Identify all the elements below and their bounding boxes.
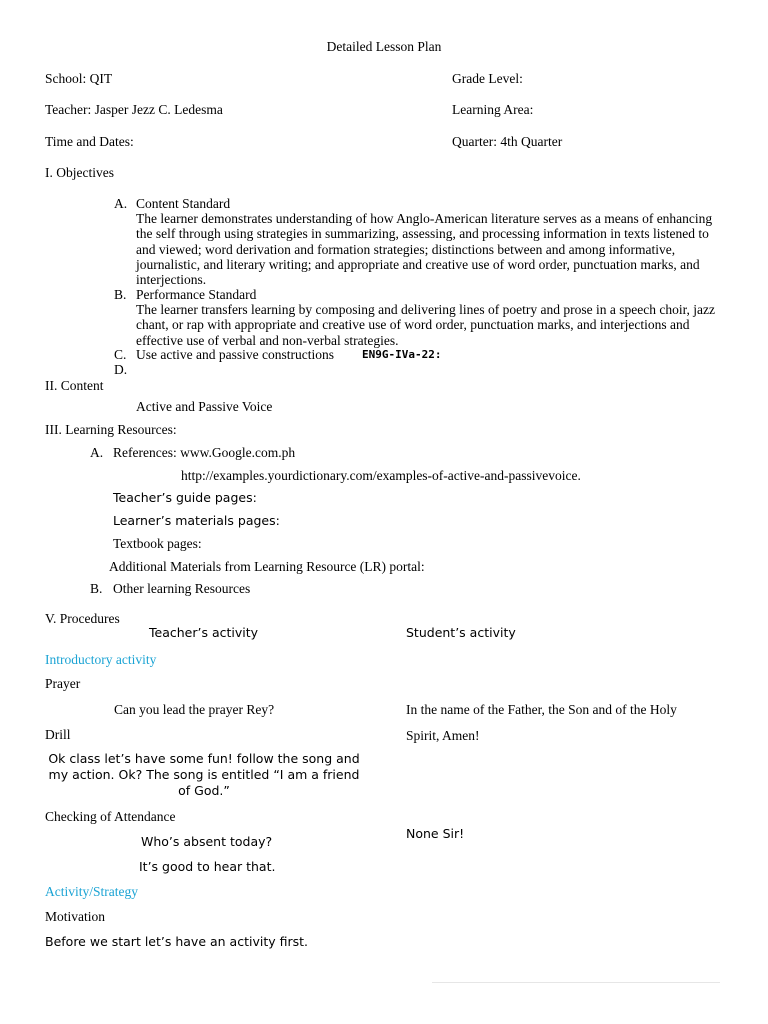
drill-instruction-line-2: my action. Ok? The song is entitled “I am a friend: [48, 767, 360, 782]
quarter-label: Quarter: 4th Quarter: [452, 134, 563, 149]
references-line: References: www.Google.com.ph: [113, 445, 296, 460]
document-title: Detailed Lesson Plan: [326, 39, 442, 54]
objectives-heading: I. Objectives: [45, 165, 114, 180]
drill-label: Drill: [45, 727, 71, 742]
content-topic: Active and Passive Voice: [136, 399, 273, 414]
prayer-answer-line-2: Spirit, Amen!: [406, 728, 480, 743]
resource-a-marker: A.: [90, 445, 104, 460]
competency-code: EN9G-IVa-22:: [362, 348, 442, 361]
prayer-answer-line-1: In the name of the Father, the Son and of the Holy: [406, 702, 677, 717]
content-standard-title: Content Standard: [136, 196, 231, 211]
teachers-guide-pages: Teacher’s guide pages:: [113, 490, 257, 505]
prayer-label: Prayer: [45, 676, 81, 691]
introductory-activity-heading: Introductory activity: [45, 652, 157, 667]
objective-c-text: Use active and passive constructions: [136, 347, 334, 362]
other-learning-resources: Other learning Resources: [113, 581, 251, 596]
objective-c-marker: C.: [114, 347, 127, 362]
teacher-label: Teacher: Jasper Jezz C. Ledesma: [45, 102, 223, 117]
student-activity-column-header: Student’s activity: [406, 625, 516, 640]
objective-b-marker: B.: [114, 287, 127, 302]
before-start-remark: Before we start let’s have an activity first.: [45, 934, 308, 949]
faint-divider: [432, 982, 720, 983]
performance-standard-text: The learner transfers learning by composing and delivering lines of poetry and prose in a speech choir, jazz chant, or rap with appropriate and creative use of word order, punctuation marks, and interjections and effective use of verbal and non-verbal strategies.: [136, 302, 715, 348]
drill-instruction-line-3: of God.”: [178, 783, 230, 798]
content-heading: II. Content: [45, 378, 104, 393]
learners-materials-pages: Learner’s materials pages:: [113, 513, 280, 528]
resources-heading: III. Learning Resources:: [45, 422, 177, 437]
objective-d-marker: D.: [114, 362, 128, 377]
prayer-question: Can you lead the prayer Rey?: [114, 702, 275, 717]
reference-url: http://examples.yourdictionary.com/examples-of-active-and-passivevoice.: [181, 468, 581, 483]
learning-area-label: Learning Area:: [452, 102, 534, 117]
none-sir-answer: None Sir!: [406, 826, 465, 841]
teacher-activity-column-header: Teacher’s activity: [149, 625, 259, 640]
absent-question: Who’s absent today?: [141, 834, 273, 849]
grade-level-label: Grade Level:: [452, 71, 523, 86]
additional-materials: Additional Materials from Learning Resource (LR) portal:: [109, 559, 425, 574]
resource-b-marker: B.: [90, 581, 103, 596]
activity-strategy-heading: Activity/Strategy: [45, 884, 138, 899]
procedures-heading: V. Procedures: [45, 611, 120, 626]
objective-a-marker: A.: [114, 196, 128, 211]
attendance-label: Checking of Attendance: [45, 809, 176, 824]
good-to-hear-remark: It’s good to hear that.: [139, 859, 276, 874]
content-standard-text: The learner demonstrates understanding of how Anglo-American literature serves as a means of enhancing the self through using strategies in summarizing, assessing, and processing information in texts listened to and viewed; word derivation and formation strategies; distinctions between and among informative, journalistic, and literary writing; and appropriate and creative use of word order, punctuation marks, and interjections.: [136, 211, 713, 288]
motivation-label: Motivation: [45, 909, 105, 924]
school-label: School: QIT: [45, 71, 113, 86]
drill-instruction-line-1: Ok class let’s have some fun! follow the song and: [48, 751, 360, 766]
performance-standard-title: Performance Standard: [136, 287, 257, 302]
textbook-pages: Textbook pages:: [113, 536, 202, 551]
time-dates-label: Time and Dates:: [45, 134, 134, 149]
